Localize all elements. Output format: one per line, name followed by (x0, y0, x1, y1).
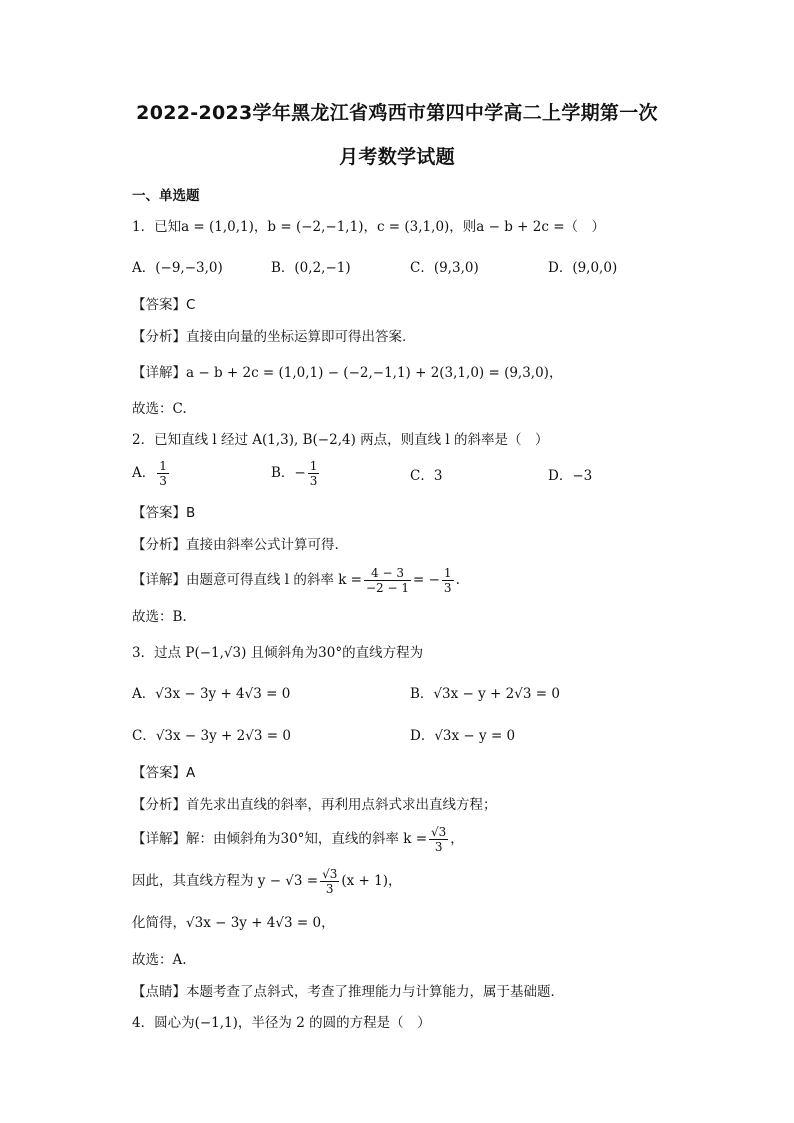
q4-stem: 4．圆心为(−1,1)，半径为 2 的圆的方程是（ ） (132, 1015, 431, 1031)
q3-line-equation (132, 867, 402, 896)
q2-detail-mid: = − (413, 572, 440, 588)
q2-detail-end: . (455, 572, 460, 588)
q2-detail-prefix: 【详解】由题意可得直线 l 的斜率 k = (132, 572, 362, 588)
q3-detail (132, 825, 464, 854)
q1-option-b: B．(0,2,−1) (271, 260, 351, 276)
q2-stem: 2．已知直线 l 经过 A(1,3), B(−2,4) 两点，则直线 l 的斜率是（ ） (132, 432, 549, 448)
q1-analysis: 【分析】直接由向量的坐标运算即可得出答案. (132, 329, 407, 345)
fraction-numerator: 1 (309, 459, 318, 473)
q1-detail: 【详解】a − b + 2c = (1,0,1) − (−2,−1,1) + 2(3,1,0) = (9,3,0)， (132, 365, 563, 381)
q2-choice: 故选：B. (132, 609, 187, 625)
fraction-numerator: 4 − 3 (364, 566, 411, 581)
q3-simplified: 化简得，√3x − 3y + 4√3 = 0， (132, 915, 335, 931)
q1-option-a: A．(−9,−3,0) (132, 260, 223, 276)
q2-option-a-label: A． (132, 465, 156, 481)
q2-option-d: D．−3 (548, 468, 593, 484)
fraction-denominator: 3 (159, 474, 167, 488)
section-heading: 一、单选题 (132, 188, 200, 204)
q2-option-b (271, 459, 321, 488)
q2-option-a-fraction (157, 459, 169, 488)
q3-choice: 故选：A. (132, 952, 187, 968)
q1-option-d: D．(9,0,0) (548, 260, 618, 276)
q2-option-a (132, 459, 171, 488)
fraction-denominator: 3 (434, 840, 443, 854)
title-line-1: 2022-2023学年黑龙江省鸡西市第四中学高二上学期第一次 (136, 102, 658, 124)
q2-analysis: 【分析】直接由斜率公式计算可得. (132, 537, 339, 553)
q2-detail-fraction (364, 566, 411, 595)
fraction-numerator: 1 (443, 566, 452, 580)
q3-line-eq-prefix: 因此，其直线方程为 y − √3 = (132, 873, 319, 889)
fraction-denominator: 3 (325, 882, 334, 896)
q3-line-eq-fraction (320, 867, 339, 896)
q3-slope-fraction (429, 825, 448, 854)
q3-stem: 3．过点 P(−1,√3) 且倾斜角为30°的直线方程为 (132, 645, 424, 661)
fraction-numerator: 1 (159, 459, 167, 473)
q2-detail (132, 566, 460, 595)
fraction-numerator: √3 (322, 867, 338, 881)
q3-option-c: C．√3x − 3y + 2√3 = 0 (132, 728, 291, 744)
q3-detail-comma: ， (450, 831, 464, 847)
q3-line-eq-suffix: (x + 1)， (341, 873, 402, 889)
q1-option-c: C．(9,3,0) (410, 260, 479, 276)
q3-option-a: A．√3x − 3y + 4√3 = 0 (132, 686, 291, 702)
q1-answer: 【答案】C (132, 297, 196, 313)
q3-answer: 【答案】A (132, 765, 196, 781)
q3-detail-prefix: 【详解】解：由倾斜角为30°知，直线的斜率 k = (132, 831, 428, 847)
q3-option-d: D．√3x − y = 0 (410, 728, 516, 744)
q2-option-b-fraction (308, 459, 320, 488)
q3-comment: 【点睛】本题考查了点斜式，考查了推理能力与计算能力，属于基础题． (132, 984, 564, 1000)
title-line-2: 月考数学试题 (339, 146, 455, 168)
q2-option-c: C．3 (410, 468, 443, 484)
fraction-numerator: √3 (431, 825, 447, 839)
fraction-denominator: 3 (309, 474, 318, 488)
q1-stem: 1．已知a = (1,0,1)，b = (−2,−1,1)，c = (3,1,0)，则a − b + 2c =（ ） (132, 219, 606, 235)
q1-choice: 故选：C. (132, 401, 187, 417)
q2-option-b-label: B．− (271, 465, 306, 481)
q2-detail-result-fraction (442, 566, 454, 595)
q3-option-b: B．√3x − y + 2√3 = 0 (410, 686, 560, 702)
q2-answer: 【答案】B (132, 505, 196, 521)
fraction-denominator: 3 (443, 581, 452, 595)
q3-analysis: 【分析】首先求出直线的斜率，再利用点斜式求出直线方程； (132, 797, 497, 813)
fraction-denominator: −2 − 1 (365, 581, 409, 595)
